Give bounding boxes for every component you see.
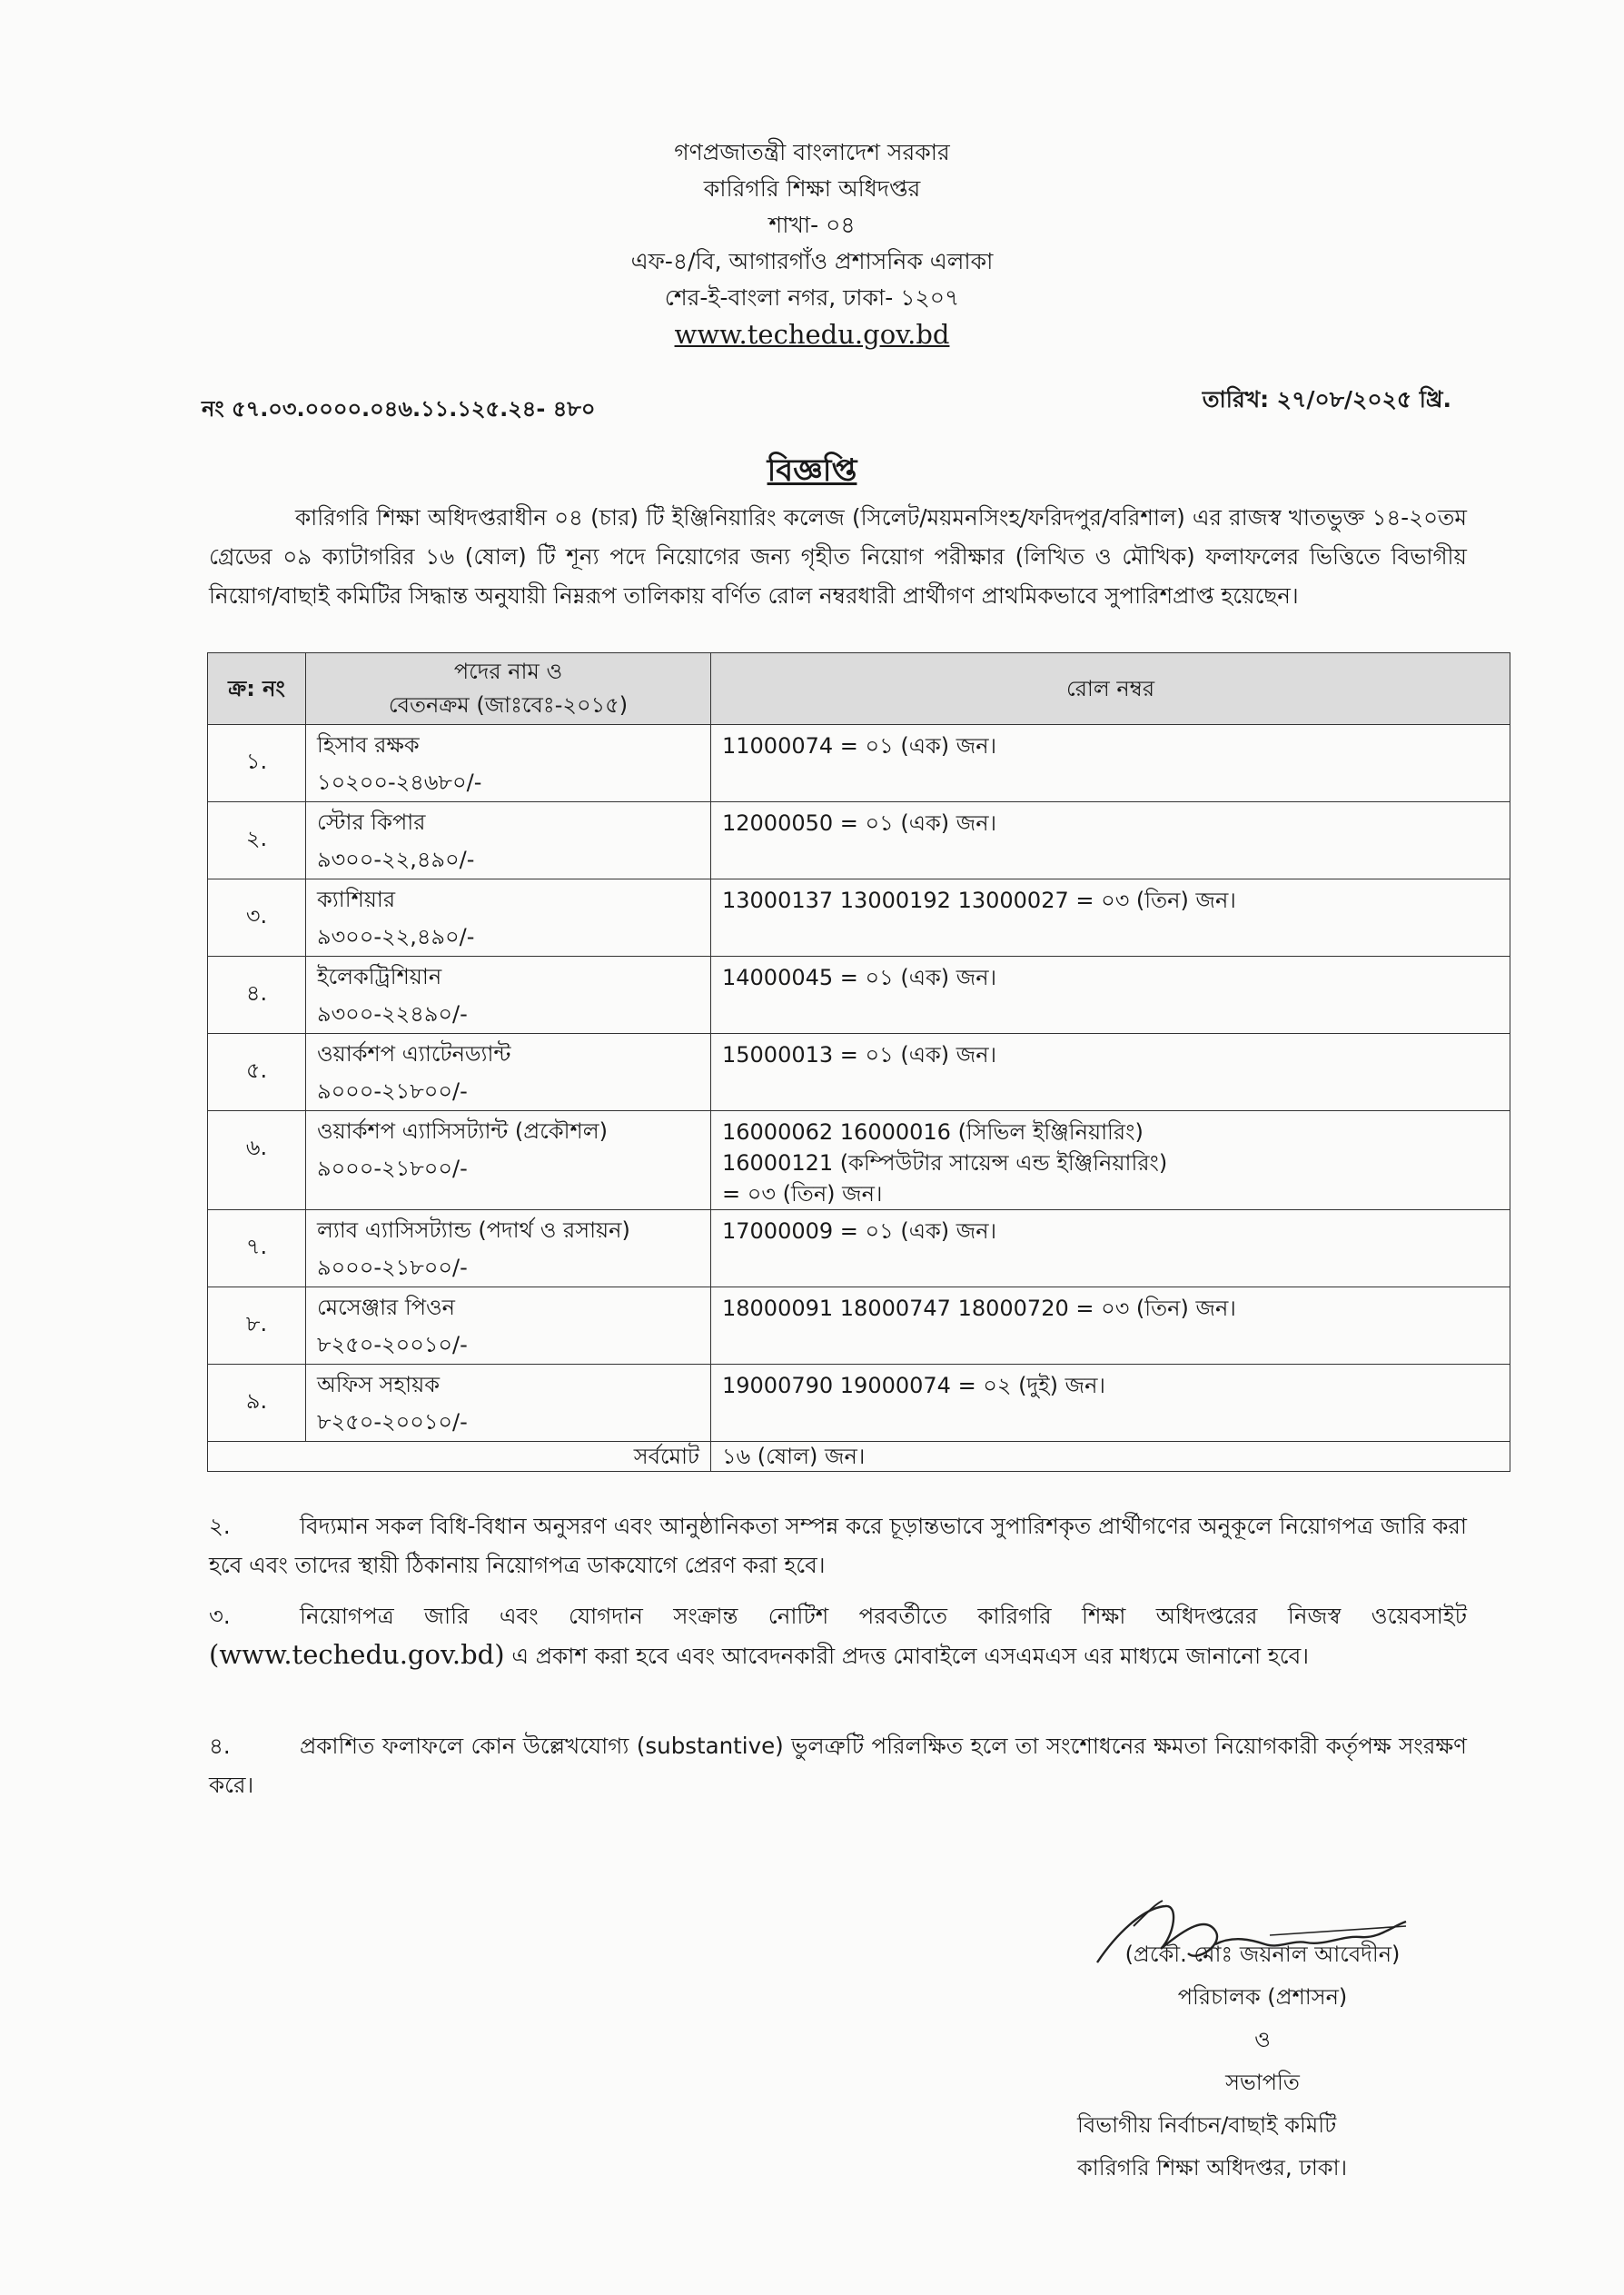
pay-scale: ৮২৫০-২০০১০/-	[317, 1409, 468, 1435]
pay-scale: ৮২৫০-২০০১০/-	[317, 1332, 468, 1357]
row-serial: ৭.	[208, 1210, 306, 1287]
gov-name: গণপ্রজাতন্ত্রী বাংলাদেশ সরকার	[674, 139, 950, 165]
signatory-name: (প্রকৌ. মোঃ জয়নাল আবেদীন)	[1124, 1942, 1401, 1967]
notice-date: তারিখ: ২৭/০৮/২০২৫ খ্রি.	[1202, 386, 1451, 412]
post-name: মেসেঞ্জার পিওন	[317, 1295, 456, 1320]
row-post	[306, 802, 711, 879]
row-roll-numbers	[711, 1287, 1510, 1365]
post-name: ওয়ার্কশপ এ্যাটেনড্যান্ট	[317, 1041, 511, 1067]
address-line-1: এফ-৪/বি, আগারগাঁও প্রশাসনিক এলাকা	[630, 248, 994, 274]
roll-line: 12000050 = ০১ (এক) জন।	[722, 810, 997, 836]
post-name: অফিস সহায়ক	[317, 1372, 441, 1397]
row-post	[306, 1034, 711, 1111]
row-roll-numbers	[711, 879, 1510, 957]
pay-scale: ৯০০০-২১৮০০/-	[317, 1156, 468, 1181]
table-row	[208, 1210, 1510, 1287]
roll-line: 15000013 = ০১ (এক) জন।	[722, 1042, 997, 1068]
paragraph-2-text: বিদ্যমান সকল বিধি-বিধান অনুসরণ এবং আনুষ্ঠানিকতা সম্পন্ন করে চূড়ান্তভাবে সুপারিশকৃত প্রার্থীগণের অনুকূলে নিয়োগপত্র জারি করা হবে এবং তাদের স্থায়ী ঠিকানায় নিয়োগপত্র ডাকযোগে প্রেরণ করা হবে।	[209, 1513, 1467, 1578]
post-name: ক্যাশিয়ার	[317, 887, 396, 912]
row-post	[306, 1210, 711, 1287]
paragraph-2-number: ২.	[209, 1513, 231, 1539]
paragraph-3-text-b: এ প্রকাশ করা হবে এবং আবেদনকারী প্রদত্ত মোবাইলে এসএমএস এর মাধ্যমে জানানো হবে।	[511, 1643, 1309, 1669]
row-serial: ৮.	[208, 1287, 306, 1365]
roll-line: 16000121 (কম্পিউটার সায়েন্স এন্ড ইঞ্জিনিয়ারিং)	[722, 1150, 1168, 1176]
letterhead	[0, 134, 1624, 353]
row-post	[306, 1287, 711, 1365]
paragraph-3-text-a: নিয়োগপত্র জারি এবং যোগদান সংক্রান্ত নোটিশ পরবর্তীতে কারিগরি শিক্ষা অধিদপ্তরের নিজস্ব ওয়েবসাইট	[300, 1603, 1467, 1629]
roll-line: 14000045 = ০১ (এক) জন।	[722, 965, 997, 990]
total-label: সর্বমোট	[208, 1442, 711, 1472]
memo-number: নং ৫৭.০৩.০০০০.০৪৬.১১.১২৫.২৪- ৪৮০	[202, 396, 596, 422]
table-row	[208, 957, 1510, 1034]
header-post-line2: বেতনক্রম (জাঃবেঃ-২০১৫)	[388, 692, 629, 718]
row-post	[306, 1365, 711, 1442]
branch: শাখা- ০৪	[768, 212, 856, 238]
roll-line: 17000009 = ০১ (এক) জন।	[722, 1218, 997, 1244]
notice-title: বিজ্ঞপ্তি	[767, 452, 857, 489]
row-roll-numbers	[711, 1111, 1510, 1210]
row-post	[306, 725, 711, 802]
paragraph-4-term: (substantive)	[636, 1733, 784, 1759]
row-serial: ২.	[208, 802, 306, 879]
row-serial: ১.	[208, 725, 306, 802]
department-name: কারিগরি শিক্ষা অধিদপ্তর	[703, 175, 921, 202]
table-header-row	[208, 653, 1510, 725]
row-serial: ৬.	[208, 1111, 306, 1210]
row-post	[306, 1111, 711, 1210]
pay-scale: ৯০০০-২১৮০০/-	[317, 1078, 468, 1104]
row-roll-numbers	[711, 957, 1510, 1034]
paragraph-1: কারিগরি শিক্ষা অধিদপ্তরাধীন ০৪ (চার) টি ইঞ্জিনিয়ারিং কলেজ (সিলেট/ময়মনসিংহ/ফরিদপুর/বরিশাল) এর রাজস্ব খাতভুক্ত ১৪-২০তম গ্রেডের ০৯ ক্যাটাগরির ১৬ (ষোল) টি শূন্য পদে নিয়োগের জন্য গৃহীত নিয়োগ পরীক্ষার (লিখিত ও মৌখিক) ফলাফলের ভিত্তিতে বিভাগীয় নিয়োগ/বাছাই কমিটির সিদ্ধান্ত অনুযায়ী নিম্নরূপ তালিকায় বর্ণিত রোল নম্বরধারী প্রার্থীগণ প্রাথমিকভাবে সুপারিশপ্রাপ্ত হয়েছেন।	[209, 504, 1467, 609]
website-link[interactable]: www.techedu.gov.bd	[674, 319, 950, 350]
table-row	[208, 1111, 1510, 1210]
paragraph-4-text-b: ভুলত্রুটি পরিলক্ষিত হলে তা সংশোধনের ক্ষমতা নিয়োগকারী কর্তৃপক্ষ সংরক্ষণ করে।	[209, 1733, 1467, 1798]
signatory-office: কারিগরি শিক্ষা অধিদপ্তর, ঢাকা।	[1077, 2155, 1348, 2181]
row-roll-numbers	[711, 1034, 1510, 1111]
row-roll-numbers	[711, 1210, 1510, 1287]
roll-line: 16000062 16000016 (সিভিল ইঞ্জিনিয়ারিং)	[722, 1119, 1144, 1145]
roll-line: 18000091 18000747 18000720 = ০৩ (তিন) জন।	[722, 1296, 1236, 1321]
total-value: ১৬ (ষোল) জন।	[711, 1442, 1510, 1472]
address-line-2: শের-ই-বাংলা নগর, ঢাকা- ১২০৭	[664, 284, 960, 311]
header-roll: রোল নম্বর	[711, 653, 1510, 725]
table-row	[208, 1287, 1510, 1365]
roll-line: = ০৩ (তিন) জন।	[722, 1181, 883, 1207]
table-row	[208, 1034, 1510, 1111]
paragraph-3	[209, 1596, 1467, 1675]
roll-line: 19000790 19000074 = ০২ (দুই) জন।	[722, 1373, 1105, 1398]
signatory-role: সভাপতি	[1225, 2070, 1300, 2095]
table-row	[208, 879, 1510, 957]
pay-scale: ৯০০০-২১৮০০/-	[317, 1255, 468, 1280]
row-serial: ৯.	[208, 1365, 306, 1442]
post-name: স্টোর কিপার	[317, 810, 426, 835]
row-serial: ৪.	[208, 957, 306, 1034]
result-table	[207, 652, 1510, 1472]
roll-line: 11000074 = ০১ (এক) জন।	[722, 733, 997, 759]
post-name: ইলেকট্রিশিয়ান	[317, 964, 442, 989]
paragraph-3-website[interactable]: (www.techedu.gov.bd)	[209, 1639, 505, 1670]
table-row	[208, 725, 1510, 802]
row-post	[306, 879, 711, 957]
pay-scale: ১০২০০-২৪৬৮০/-	[317, 770, 482, 795]
row-serial: ৫.	[208, 1034, 306, 1111]
header-post-line1: পদের নাম ও	[453, 659, 563, 684]
paragraph-4-text-a: প্রকাশিত ফলাফলে কোন উল্লেখযোগ্য	[300, 1733, 629, 1759]
signatory-committee: বিভাগীয় নির্বাচন/বাছাই কমিটি	[1077, 2112, 1337, 2138]
roll-line: 13000137 13000192 13000027 = ০৩ (তিন) জন।	[722, 888, 1236, 913]
paragraph-4-number: ৪.	[209, 1733, 231, 1759]
post-name: ল্যাব এ্যাসিসট্যান্ড (পদার্থ ও রসায়ন)	[317, 1217, 630, 1243]
signature-block	[1072, 1933, 1453, 2190]
table-row	[208, 1365, 1510, 1442]
table-total-row	[208, 1442, 1510, 1472]
signatory-designation: পরিচালক (প্রশাসন)	[1177, 1984, 1348, 2010]
header-serial: ক্র: নং	[208, 653, 306, 725]
row-roll-numbers	[711, 802, 1510, 879]
pay-scale: ৯৩০০-২২৪৯০/-	[317, 1001, 468, 1027]
paragraph-3-number: ৩.	[209, 1603, 231, 1629]
signatory-and: ও	[1254, 2027, 1271, 2052]
table-row	[208, 802, 1510, 879]
row-roll-numbers	[711, 1365, 1510, 1442]
paragraph-2	[209, 1506, 1467, 1585]
row-post	[306, 957, 711, 1034]
row-serial: ৩.	[208, 879, 306, 957]
paragraph-4	[209, 1726, 1467, 1804]
pay-scale: ৯৩০০-২২,৪৯০/-	[317, 847, 475, 872]
pay-scale: ৯৩০০-২২,৪৯০/-	[317, 924, 475, 949]
header-post	[306, 653, 711, 725]
post-name: ওয়ার্কশপ এ্যাসিসট্যান্ট (প্রকৌশল)	[317, 1118, 608, 1144]
row-roll-numbers	[711, 725, 1510, 802]
post-name: হিসাব রক্ষক	[317, 732, 420, 758]
